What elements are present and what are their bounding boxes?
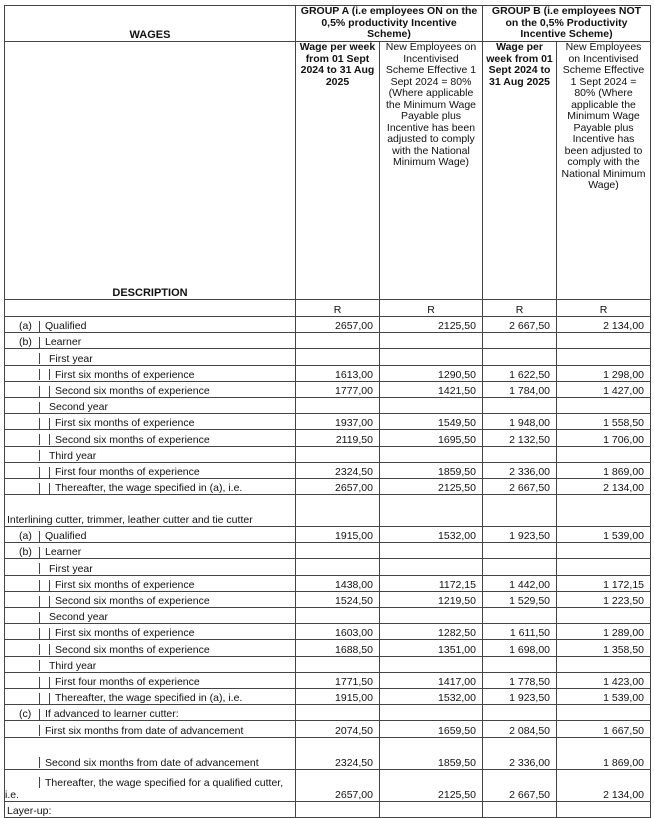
table-row bbox=[5, 527, 651, 543]
wage-value bbox=[296, 333, 380, 349]
row-prefix: (a) bbox=[19, 530, 32, 543]
currency-label: R bbox=[483, 300, 557, 317]
row-description bbox=[5, 721, 296, 737]
wage-value bbox=[380, 397, 483, 413]
wage-value: 2657,00 bbox=[296, 317, 380, 333]
row-description bbox=[5, 478, 296, 494]
wage-value: 1 558,50 bbox=[557, 414, 651, 430]
row-label: Third year bbox=[49, 659, 97, 672]
currency-label: R bbox=[296, 300, 380, 317]
wage-value: 2125,50 bbox=[380, 769, 483, 801]
row-prefix: (a) bbox=[19, 320, 32, 333]
wage-value: 1659,50 bbox=[380, 721, 483, 737]
table-row bbox=[5, 672, 651, 688]
row-label: Learner bbox=[45, 546, 82, 559]
wage-value: 1937,00 bbox=[296, 414, 380, 430]
row-label: Learner bbox=[45, 336, 82, 349]
row-label: First year bbox=[49, 352, 93, 365]
row-description bbox=[5, 527, 296, 543]
wage-value: 1 529,50 bbox=[483, 591, 557, 607]
wage-value bbox=[483, 801, 557, 817]
wage-value: 2 667,50 bbox=[483, 317, 557, 333]
table-row bbox=[5, 591, 651, 607]
row-label: First six months of experience bbox=[55, 578, 195, 591]
table-row bbox=[5, 478, 651, 494]
table-row bbox=[5, 462, 651, 478]
wage-value bbox=[380, 559, 483, 575]
group-a-wage-heading: Wage per week from 01 Sept 2024 to 31 Aug 2025 bbox=[296, 42, 380, 300]
table-row bbox=[5, 624, 651, 640]
row-label: Second six months from date of advancement bbox=[45, 756, 259, 769]
row-label: First four months of experience bbox=[55, 675, 200, 688]
wage-value: 1 298,00 bbox=[557, 365, 651, 381]
group-a-heading: GROUP A (i.e employees ON on the 0,5% productivity Incentive Scheme) bbox=[296, 6, 483, 42]
table-row bbox=[5, 543, 651, 559]
wage-value bbox=[557, 801, 651, 817]
table-row bbox=[5, 737, 651, 769]
row-description bbox=[5, 397, 296, 413]
wage-value: 1771,50 bbox=[296, 672, 380, 688]
wage-table bbox=[4, 5, 651, 818]
wage-value bbox=[483, 333, 557, 349]
table-row bbox=[5, 688, 651, 704]
row-label: Second six months of experience bbox=[55, 384, 210, 397]
wage-value: 2125,50 bbox=[380, 317, 483, 333]
wage-value: 2 134,00 bbox=[557, 317, 651, 333]
table-row bbox=[5, 656, 651, 672]
row-description bbox=[5, 543, 296, 559]
wage-value: 1219,50 bbox=[380, 591, 483, 607]
row-label: First six months of experience bbox=[55, 368, 195, 381]
wage-value: 1 923,50 bbox=[483, 688, 557, 704]
row-prefix: (b) bbox=[19, 546, 32, 559]
wage-value: 1 667,50 bbox=[557, 721, 651, 737]
wage-value bbox=[296, 559, 380, 575]
wage-value: 1 289,00 bbox=[557, 624, 651, 640]
wage-value: 2657,00 bbox=[296, 478, 380, 494]
row-description bbox=[5, 608, 296, 624]
wage-value: 2 084,50 bbox=[483, 721, 557, 737]
wage-value: 1 948,00 bbox=[483, 414, 557, 430]
wage-value: 1 539,00 bbox=[557, 688, 651, 704]
wage-value bbox=[380, 495, 483, 527]
wage-value bbox=[380, 333, 483, 349]
wage-value: 2 667,50 bbox=[483, 478, 557, 494]
wage-value bbox=[483, 495, 557, 527]
row-description bbox=[5, 446, 296, 462]
wage-value: 1532,00 bbox=[380, 527, 483, 543]
table-row bbox=[5, 721, 651, 737]
wage-value: 1603,00 bbox=[296, 624, 380, 640]
wage-value bbox=[557, 446, 651, 462]
table-row bbox=[5, 397, 651, 413]
wage-value bbox=[557, 543, 651, 559]
row-label: Interlining cutter, trimmer, leather cutter and tie cutter bbox=[7, 514, 253, 527]
row-label: Qualified bbox=[45, 530, 87, 543]
wage-value bbox=[296, 397, 380, 413]
wage-value bbox=[483, 397, 557, 413]
wage-value bbox=[296, 495, 380, 527]
wage-value bbox=[380, 543, 483, 559]
row-description bbox=[5, 688, 296, 704]
row-description bbox=[5, 430, 296, 446]
row-label: Layer-up: bbox=[7, 804, 52, 817]
row-description bbox=[5, 349, 296, 365]
row-label: Second year bbox=[49, 401, 108, 414]
table-row bbox=[5, 495, 651, 527]
wage-value: 1290,50 bbox=[380, 365, 483, 381]
row-label: First six months of experience bbox=[55, 417, 195, 430]
row-description bbox=[5, 640, 296, 656]
table-row bbox=[5, 430, 651, 446]
row-description bbox=[5, 737, 296, 769]
table-row bbox=[5, 446, 651, 462]
wage-value: 2119,50 bbox=[296, 430, 380, 446]
wage-value: 1 611,50 bbox=[483, 624, 557, 640]
row-label: Thereafter, the wage specified in (a), i.e. bbox=[55, 692, 243, 705]
row-label: First six months of experience bbox=[55, 627, 195, 640]
wage-value bbox=[380, 705, 483, 721]
wage-value bbox=[557, 656, 651, 672]
wage-value bbox=[380, 656, 483, 672]
wage-value bbox=[483, 705, 557, 721]
wage-value: 1 778,50 bbox=[483, 672, 557, 688]
wage-value: 1532,00 bbox=[380, 688, 483, 704]
wage-value: 1438,00 bbox=[296, 575, 380, 591]
row-description bbox=[5, 769, 296, 801]
row-description bbox=[5, 381, 296, 397]
wage-value bbox=[296, 446, 380, 462]
wage-value: 1915,00 bbox=[296, 527, 380, 543]
table-row bbox=[5, 333, 651, 349]
row-label: Third year bbox=[49, 449, 97, 462]
row-description bbox=[5, 705, 296, 721]
wage-value bbox=[380, 801, 483, 817]
wage-value: 2 667,50 bbox=[483, 769, 557, 801]
row-label: Thereafter, the wage specified for a qualified cutter, i.e. bbox=[5, 776, 284, 801]
wage-value bbox=[557, 333, 651, 349]
row-description bbox=[5, 462, 296, 478]
wage-value bbox=[380, 608, 483, 624]
row-label: Second six months of experience bbox=[55, 433, 210, 446]
wage-value bbox=[557, 349, 651, 365]
row-description bbox=[5, 559, 296, 575]
wage-value: 2125,50 bbox=[380, 478, 483, 494]
wage-value: 1421,50 bbox=[380, 381, 483, 397]
table-row bbox=[5, 559, 651, 575]
row-description bbox=[5, 365, 296, 381]
wage-value: 1 539,00 bbox=[557, 527, 651, 543]
wage-value bbox=[296, 349, 380, 365]
wage-value: 1351,00 bbox=[380, 640, 483, 656]
currency-label: R bbox=[557, 300, 651, 317]
currency-row-spacer bbox=[5, 300, 296, 317]
wage-value: 2324,50 bbox=[296, 737, 380, 769]
wage-value bbox=[557, 495, 651, 527]
wage-value bbox=[296, 656, 380, 672]
wage-value: 1613,00 bbox=[296, 365, 380, 381]
wage-value bbox=[483, 446, 557, 462]
wage-value: 1 706,00 bbox=[557, 430, 651, 446]
row-description bbox=[5, 333, 296, 349]
wage-value: 1172,15 bbox=[380, 575, 483, 591]
group-b-new-employees-heading: New Employees on Incentivised Scheme Effective 1 Sept 2024 = 80% (Where applicable the Minimum Wage Payable plus Incentive has been adjusted to comply with the National Minimum Wage) bbox=[557, 42, 651, 300]
wage-value bbox=[296, 705, 380, 721]
row-label: Qualified bbox=[45, 320, 87, 333]
wage-value: 1 442,00 bbox=[483, 575, 557, 591]
wage-value: 1777,00 bbox=[296, 381, 380, 397]
row-description bbox=[5, 656, 296, 672]
wage-value: 1 223,50 bbox=[557, 591, 651, 607]
row-label: Second six months of experience bbox=[55, 595, 210, 607]
wage-value: 2 134,00 bbox=[557, 478, 651, 494]
wage-value: 1 172,15 bbox=[557, 575, 651, 591]
row-prefix: (b) bbox=[19, 336, 32, 349]
wage-value: 1524,50 bbox=[296, 591, 380, 607]
wages-heading: WAGES bbox=[5, 6, 296, 42]
wage-value: 1417,00 bbox=[380, 672, 483, 688]
table-row bbox=[5, 381, 651, 397]
table-row bbox=[5, 640, 651, 656]
row-description bbox=[5, 414, 296, 430]
row-description bbox=[5, 575, 296, 591]
wage-value: 1 622,50 bbox=[483, 365, 557, 381]
wage-value bbox=[296, 608, 380, 624]
wage-value bbox=[296, 543, 380, 559]
table-row bbox=[5, 317, 651, 333]
wage-value: 1 784,00 bbox=[483, 381, 557, 397]
wage-value bbox=[296, 801, 380, 817]
wage-value bbox=[557, 397, 651, 413]
wage-value bbox=[483, 559, 557, 575]
row-prefix: (c) bbox=[19, 708, 32, 721]
group-b-wage-heading: Wage per week from 01 Sept 2024 to 31 Aug 2025 bbox=[483, 42, 557, 300]
wage-value: 1 869,00 bbox=[557, 737, 651, 769]
wage-value: 1 427,00 bbox=[557, 381, 651, 397]
wage-value: 2657,00 bbox=[296, 769, 380, 801]
row-description bbox=[5, 672, 296, 688]
row-description bbox=[5, 591, 296, 607]
wage-value bbox=[483, 656, 557, 672]
wage-value bbox=[557, 608, 651, 624]
group-a-new-employees-heading: New Employees on Incentivised Scheme Effective 1 Sept 2024 = 80% (Where applicable the Minimum Wage Payable plus Incentive has been adjusted to comply with the National Minimum Wage) bbox=[380, 42, 483, 300]
wage-value: 1688,50 bbox=[296, 640, 380, 656]
wage-value: 2074,50 bbox=[296, 721, 380, 737]
row-description bbox=[5, 624, 296, 640]
table-row bbox=[5, 414, 651, 430]
wage-value bbox=[557, 559, 651, 575]
description-heading: DESCRIPTION bbox=[5, 42, 296, 300]
row-label: Second six months of experience bbox=[55, 643, 210, 656]
wage-value: 1 923,50 bbox=[483, 527, 557, 543]
wage-value bbox=[557, 705, 651, 721]
group-b-heading: GROUP B (i.e employees NOT on the 0,5% Productivity Incentive Scheme) bbox=[483, 6, 651, 42]
wage-value: 1549,50 bbox=[380, 414, 483, 430]
wage-value: 1 869,00 bbox=[557, 462, 651, 478]
row-label: First four months of experience bbox=[55, 465, 200, 478]
wage-value: 2324,50 bbox=[296, 462, 380, 478]
wage-value: 2 132,50 bbox=[483, 430, 557, 446]
wage-value: 1 423,00 bbox=[557, 672, 651, 688]
wage-value: 1282,50 bbox=[380, 624, 483, 640]
wage-value bbox=[483, 349, 557, 365]
row-label: Second year bbox=[49, 611, 108, 624]
table-row bbox=[5, 769, 651, 801]
table-row bbox=[5, 575, 651, 591]
row-label: Thereafter, the wage specified in (a), i.e. bbox=[55, 482, 243, 495]
row-description bbox=[5, 495, 296, 527]
wage-value: 1 698,00 bbox=[483, 640, 557, 656]
wage-value bbox=[483, 543, 557, 559]
currency-label: R bbox=[380, 300, 483, 317]
wage-value bbox=[380, 349, 483, 365]
table-row bbox=[5, 349, 651, 365]
wage-value: 1859,50 bbox=[380, 737, 483, 769]
table-row bbox=[5, 365, 651, 381]
wage-value: 2 134,00 bbox=[557, 769, 651, 801]
row-label: First six months from date of advancement bbox=[45, 724, 244, 737]
row-label: If advanced to learner cutter: bbox=[45, 708, 179, 721]
wage-value: 1 358,50 bbox=[557, 640, 651, 656]
wage-value: 1859,50 bbox=[380, 462, 483, 478]
wage-value: 2 336,00 bbox=[483, 737, 557, 769]
wage-value bbox=[483, 608, 557, 624]
table-row bbox=[5, 705, 651, 721]
wage-value bbox=[380, 446, 483, 462]
wage-value: 1695,50 bbox=[380, 430, 483, 446]
wage-value: 1915,00 bbox=[296, 688, 380, 704]
row-label: First year bbox=[49, 562, 93, 575]
table-row bbox=[5, 608, 651, 624]
row-description bbox=[5, 801, 296, 817]
row-description bbox=[5, 317, 296, 333]
wage-value: 2 336,00 bbox=[483, 462, 557, 478]
table-row bbox=[5, 801, 651, 817]
